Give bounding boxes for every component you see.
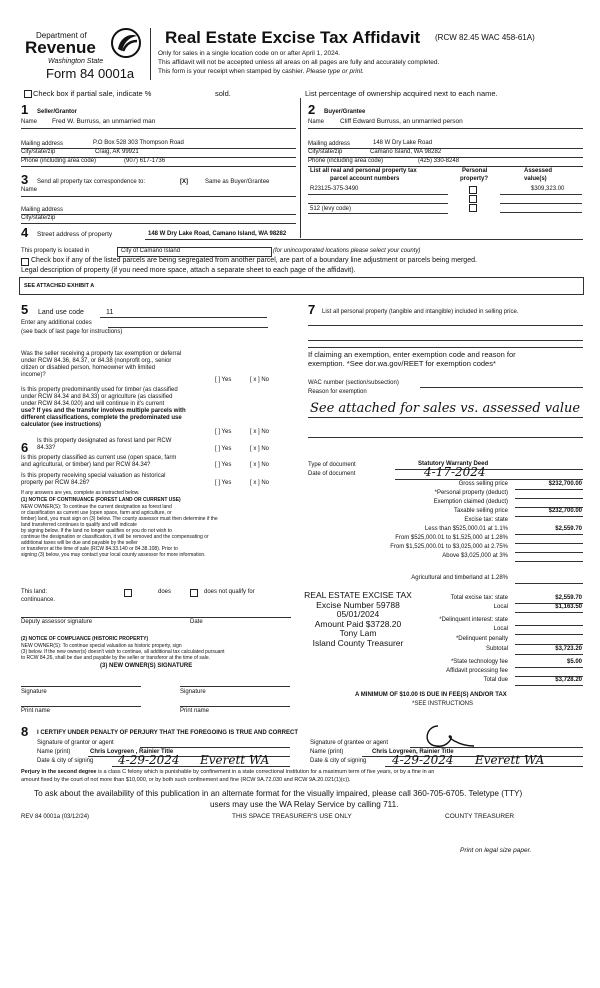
q2-no[interactable]: [ x ] No (250, 429, 270, 435)
personal-property-checkbox-3[interactable] (469, 204, 477, 212)
q2b-line2: different classifications, complete the predominated use (21, 415, 182, 421)
q2-line3: under RCW 84.34.020) and will continue in it's current (21, 401, 165, 407)
c2-text-2: to RCW 84.26, shall be due and payable by the seller or transferor at the time of sale. (21, 655, 210, 661)
gross-value[interactable]: $232,700.00 (548, 481, 582, 487)
legal-description[interactable]: SEE ATTACHED EXHIBIT A (24, 283, 95, 289)
q3-yes[interactable]: [ ] Yes (215, 446, 232, 452)
state-label: Washington State (48, 58, 104, 65)
wac-label: WAC number (section/subsection) (308, 380, 399, 386)
grantor-print-name[interactable]: Chris Lovgreen , Rainier Title (90, 749, 174, 755)
additional-codes-label: Enter any additional codes (21, 320, 92, 326)
reason-label: Reason for exemption (308, 389, 367, 395)
section-3-number: 3 (21, 172, 29, 187)
header-line-3 (158, 68, 364, 76)
assessed-header-2: value(s) (524, 176, 547, 182)
print-name-label: Print name (21, 708, 51, 714)
print-name-label-2: Print name (180, 708, 210, 714)
legal-paper-note: Print on legal size paper. (460, 847, 532, 854)
compliance-text (21, 643, 225, 661)
grantee-signature-icon (418, 722, 478, 750)
q1-line2: under RCW 84.36, 84.37, or 84.38 (nonprofit org., senior (21, 358, 172, 364)
affidavit-fee-label: Affidavit processing fee (446, 668, 508, 674)
location-note: (for unincorporated locations please select your county) (273, 248, 421, 254)
delinquent-penalty-label: *Delinquent penalty (455, 636, 508, 642)
county-treasurer-label: COUNTY TREASURER (445, 813, 515, 820)
same-as-buyer-label: Same as Buyer/Grantee (205, 179, 270, 185)
header-line-1: Only for sales in a single location code on or after April 1, 2024. (158, 50, 341, 57)
c1-text-1: or classification as current use (open space, farm and agriculture, or (21, 510, 172, 516)
if-any-yes: If any answers are yes, complete as instructed below. (21, 490, 140, 496)
c1-text-3: land transferred continues to qualify and will indicate (21, 522, 137, 528)
does-label: does (158, 589, 172, 595)
header-line-3b: Please type or print. (306, 68, 364, 75)
bracket-4-label: Above $3,025,000 at 3% (442, 553, 508, 559)
stamp-line-5: Tony Lam (339, 628, 377, 638)
q3-line1: Is this property designated as forest land per RCW (37, 438, 172, 444)
certify-heading: I CERTIFY UNDER PENALTY OF PERJURY THAT THE FOREGOING IS TRUE AND CORRECT (37, 730, 299, 736)
sold-label: sold. (215, 89, 231, 98)
seller-mail[interactable]: P.O Box 528 303 Thompson Road (93, 140, 184, 146)
perjury-bold: Perjury in the second degree (21, 769, 97, 775)
deputy-date-label: Date (190, 619, 203, 625)
segregate-checkbox[interactable] (21, 258, 29, 266)
partial-sale-checkbox[interactable] (24, 90, 32, 98)
question-3 (37, 438, 171, 452)
bracket-3-label: From $1,525,000.01 to $3,025,000 at 2.75% (390, 544, 508, 550)
personal-property-label: List all personal property (tangible and intangible) included in selling price. (322, 309, 519, 315)
correspondence-label: Send all property tax correspondence to: (37, 179, 146, 185)
local-label: Local (493, 604, 508, 610)
q1-no[interactable]: [ x ] No (250, 377, 270, 383)
seller-name[interactable]: Fred W. Burruss, an unmarried man (52, 118, 156, 125)
buyer-name[interactable]: Cliff Edward Burruss, an unmarried person (340, 118, 463, 125)
grantee-signature-label: Signature of grantee or agent (310, 740, 389, 746)
tech-fee-label: *State technology fee (450, 659, 508, 665)
exemption-deduct-label: Exemption claimed (deduct) (433, 499, 508, 505)
perjury-line-1 (21, 769, 434, 776)
doc-type[interactable]: Statutory Warranty Deed (418, 461, 489, 467)
q5-line2: property per RCW 84.26? (21, 480, 90, 486)
treasurer-use-label: THIS SPACE TREASURER'S USE ONLY (232, 813, 352, 820)
c1-text-6: additional taxes will be due and payable by the seller (21, 540, 138, 546)
subtotal-value[interactable]: $3,723.20 (555, 646, 582, 652)
c1-text-5: continue the designation or classification, it will be removed and the compensating or (21, 534, 209, 540)
doc-date-label: Date of document (308, 471, 356, 477)
stamp-line-4: Amount Paid $3728.20 (314, 618, 402, 629)
header-line-2: This affidavit will not be accepted unless all areas on all pages are fully and accurately completed. (158, 59, 440, 66)
section-4-number: 4 (21, 225, 29, 240)
section-8-number: 8 (21, 724, 29, 739)
local-value[interactable]: $1,163.50 (555, 604, 582, 610)
new-owner-signature-heading: (3) NEW OWNER(S) SIGNATURE (100, 663, 193, 669)
taxable-value[interactable]: $232,700.00 (548, 508, 582, 514)
q1-line4: income)? (21, 372, 46, 378)
see-instructions: *SEE INSTRUCTIONS (412, 701, 474, 707)
street-address[interactable]: 148 W Dry Lake Road, Camano Island, WA 98282 (148, 231, 287, 237)
seller-city-label: City/state/zip (21, 149, 56, 155)
perjury-text-2: amount fixed by the court of not more than $10,000, or by both such confinement and fine (RCW 9A.72.030 and RCW 9A.20.021(1)(c)). (21, 777, 351, 783)
grantor-date-label: Date & city of signing (37, 758, 94, 764)
delinquent-interest-label: *Delinquent interest: state (439, 617, 508, 623)
does-qualify-checkbox[interactable] (124, 589, 132, 597)
total-due-value[interactable]: $3,728.20 (555, 677, 582, 683)
owner-signature-label: Signature (21, 689, 47, 695)
bracket-2-label: From $525,000.01 to $1,525,000 at 1.28% (395, 535, 508, 541)
bracket-1-value[interactable]: $2,559.70 (555, 526, 582, 532)
q4-line2: and agricultural, or timber) land per RCW 84.34? (21, 462, 151, 468)
c2-text-0: NEW OWNER(S): To continue special valuation as historic property, sign (21, 643, 182, 649)
c1-text-8: signing (3) below, you may contact your local county assessor for more information. (21, 552, 206, 558)
q2-line2: under RCW 84.34 and 84.33) or agriculture (as classified (21, 394, 173, 400)
doc-type-label: Type of document (308, 462, 356, 468)
gross-label: Gross selling price (458, 481, 508, 487)
seller-name-label: Name (21, 119, 38, 125)
continuance-text (21, 504, 218, 558)
q4-no[interactable]: [ x ] No (250, 462, 270, 468)
legal-box (19, 277, 584, 295)
page-title: Real Estate Excise Tax Affidavit (165, 28, 421, 47)
form-number: Form 84 0001a (46, 66, 135, 81)
personal-property-deduct-label: *Personal property (deduct) (434, 490, 508, 496)
treasurer-stamp (300, 591, 416, 648)
bracket-1-label: Less than $525,000.01 at 1.1% (424, 526, 508, 532)
compliance-heading: (2) NOTICE OF COMPLIANCE (HISTORIC PROPERTY) (21, 636, 149, 642)
dept-label: Department of (36, 31, 87, 40)
local-2-label: Local (493, 626, 508, 632)
legal-label: Legal description of property (if you need more space, attach a separate sheet to each page of the affidavit). (21, 267, 356, 274)
revenue-logo-text: Revenue (25, 38, 96, 57)
section-7-number: 7 (308, 302, 316, 317)
ask-line-2: users may use the WA Relay Service by calling 711. (210, 800, 399, 809)
q5-no[interactable]: [ x ] No (250, 480, 270, 486)
c1-text-0: NEW OWNER(S): To continue the current designation as forest land (21, 504, 172, 510)
buyer-name-label: Name (308, 119, 325, 125)
does-not-label: does not qualify for (204, 589, 255, 595)
stamp-line-3: 05/01/2024 (336, 609, 380, 619)
q3-line2: 84.33? (37, 445, 56, 451)
assessed-value[interactable]: $309,323.00 (531, 186, 565, 192)
buyer-phone[interactable]: (425) 330-8248 (418, 158, 460, 164)
location-label: This property is located in (21, 248, 90, 254)
buyer-heading: Buyer/Grantee (324, 109, 366, 115)
question-2 (21, 387, 178, 408)
corr-mail-label: Mailing address (21, 207, 64, 213)
total-due-label: Total due (483, 677, 508, 683)
parcel-header-2: parcel account numbers (330, 176, 400, 182)
grantee-date[interactable]: 4-29-2024 (392, 753, 454, 767)
c1-text-4: by signing below. If the land no longer qualifies or you do not wish to (21, 528, 172, 534)
q1-line3: citizen or disabled person, homeowner with limited (21, 365, 156, 371)
continuance-label: continuance. (21, 597, 56, 603)
stamp-line-6: Island County Treasurer (312, 637, 404, 648)
total-state-value[interactable]: $2,559.70 (555, 595, 582, 601)
correspondence-mark[interactable]: [X] (180, 179, 188, 185)
q2b-line1: use? If yes and the transfer involves multiple parcels with (21, 408, 186, 414)
q5-line1: Is this property receiving special valuation as historical (21, 473, 166, 479)
deputy-label: Deputy assessor signature (21, 619, 93, 625)
q2-yes[interactable]: [ ] Yes (215, 429, 232, 435)
question-4 (21, 455, 176, 469)
seller-city[interactable]: Craig, AK 99921 (95, 149, 139, 155)
grantee-name-label: Name (print) (310, 749, 344, 755)
owner-signature-label-2: Signature (180, 689, 206, 695)
partial-sale-label: Check box if partial sale, indicate % (33, 89, 152, 98)
question-5 (21, 473, 165, 487)
stamp-line-1: REAL ESTATE EXCISE TAX (304, 590, 412, 600)
buyer-city-label: City/state/zip (308, 149, 343, 155)
rcw-ref: (RCW 82.45 WAC 458-61A) (435, 33, 535, 42)
exemption-line-2: exemption. *See dor.wa.gov/REET for exemption codes* (308, 359, 496, 368)
buyer-mail-label: Mailing address (308, 141, 351, 147)
does-not-qualify-checkbox[interactable] (190, 589, 198, 597)
personal-header: Personal (462, 168, 488, 174)
c2-text-1: (3) below. If the new owner(s) doesn't wish to continue, all additional tax calculated pursuant (21, 649, 225, 655)
tech-fee-value[interactable]: $5.00 (566, 659, 582, 665)
landuse-label: Land use code (38, 309, 84, 316)
subtotal-label: Subtotal (485, 646, 508, 652)
c1-text-7: or transferor at the time of sale (RCW 84.33.140 or 84.38.108). Prior to (21, 546, 178, 552)
buyer-mail[interactable]: 148 W Dry Lake Road (373, 140, 433, 146)
q2b-line3: calculator (see instructions) (21, 422, 102, 428)
section-1-number: 1 (21, 102, 29, 117)
header-line-3a: This form is your receipt when stamped by cashier. (158, 68, 305, 75)
assessed-header: Assessed (524, 168, 553, 174)
q1-line1: Was the seller receiving a property tax exemption or deferral (21, 351, 182, 357)
q2-line1: Is this property predominantly used for timber (as classified (21, 387, 178, 393)
excise-state-label: Excise tax: state (464, 517, 508, 523)
minimum-notice: A MINIMUM OF $10.00 IS DUE IN FEE(S) AND/OR TAX (355, 692, 507, 698)
q4-yes[interactable]: [ ] Yes (215, 462, 232, 468)
buyer-city[interactable]: Camano Island, WA 98282 (370, 149, 442, 155)
grantor-name-label: Name (print) (37, 749, 71, 755)
grantor-signature-label: Signature of grantor or agent (37, 740, 114, 746)
dor-logo-icon (110, 27, 142, 59)
q3-no[interactable]: [ x ] No (250, 446, 270, 452)
q4-line1: Is this property classified as current use (open space, farm (21, 455, 177, 461)
grantor-date[interactable]: 4-29-2024 (118, 753, 180, 767)
this-land-label: This land: (21, 589, 48, 595)
ownership-instruction: List percentage of ownership acquired next to each name. (305, 89, 498, 98)
parcel-header-1: List all real and personal property tax (310, 168, 417, 174)
personal-header-2: property? (460, 176, 489, 182)
question-1 (21, 351, 181, 379)
segregate-label: Check box if any of the listed parcels are being segregated from another parcel, are part of a boundary line adjustment or parcels being merged. (31, 257, 477, 264)
ask-line-1: To ask about the availability of this publication in an alternate format for the visually impaired, please call 360-705-6705. Teletype (TTY) (34, 789, 523, 798)
seller-heading: Seller/Grantor (37, 109, 78, 115)
parcel-number[interactable]: R23125-375-3490 (310, 186, 359, 192)
levy-code[interactable]: 512 (levy code) (310, 206, 352, 212)
c1-text-2: timber) land, you must sign on (3) below. The county assessor must then determine if the (21, 516, 218, 522)
question-2b (21, 408, 186, 429)
rev-label: REV 84 0001a (03/12/24) (21, 814, 90, 820)
section-2-number: 2 (308, 102, 316, 117)
section-5-number: 5 (21, 302, 29, 317)
seller-mail-label: Mailing address (21, 141, 64, 147)
street-label: Street address of property (37, 231, 113, 238)
doc-date[interactable]: 4-17-2024 (424, 465, 486, 479)
seller-phone[interactable]: (907) 617-1736 (124, 158, 166, 164)
perjury-text-1: is a class C felony which is punishable by confinement in a state correctional institution for a maximum term of five years, or by a fine in an (98, 769, 435, 775)
corr-name-label: Name (21, 187, 38, 193)
total-state-label: Total excise tax: state (450, 595, 508, 601)
grantee-print-name[interactable]: Chris Lovgreen, Rainier Title (372, 749, 454, 755)
section-6-number: 6 (21, 440, 29, 455)
corr-city-label: City/state/zip (21, 215, 56, 221)
q1-yes[interactable]: [ ] Yes (215, 377, 232, 383)
landuse-code[interactable]: 11 (106, 309, 114, 316)
seller-phone-label: Phone (including area code) (21, 158, 97, 164)
buyer-phone-label: Phone (including area code) (308, 158, 384, 164)
stamp-line-2: Excise Number 59788 (316, 599, 400, 610)
personal-property-checkbox-2[interactable] (469, 195, 477, 203)
exemption-line-1: If claiming an exemption, enter exemption code and reason for (308, 350, 516, 359)
personal-property-checkbox-1[interactable] (469, 186, 477, 194)
taxable-label: Taxable selling price (453, 508, 508, 514)
q5-yes[interactable]: [ ] Yes (215, 480, 232, 486)
agri-label: Agricultural and timberland at 1.28% (411, 575, 508, 581)
location-select[interactable]: City of Camano Island (117, 247, 272, 257)
continuance-heading: (1) NOTICE OF CONTINUANCE (FOREST LAND OR CURRENT USE) (21, 497, 181, 503)
grantee-city[interactable]: Everett WA (475, 753, 545, 767)
grantor-city[interactable]: Everett WA (200, 753, 270, 767)
grantee-date-label: Date & city of signing (310, 758, 367, 764)
handwritten-reason[interactable]: See attached for sales vs. assessed value (310, 401, 581, 416)
see-back-note: (see back of last page for instructions) (21, 329, 123, 335)
